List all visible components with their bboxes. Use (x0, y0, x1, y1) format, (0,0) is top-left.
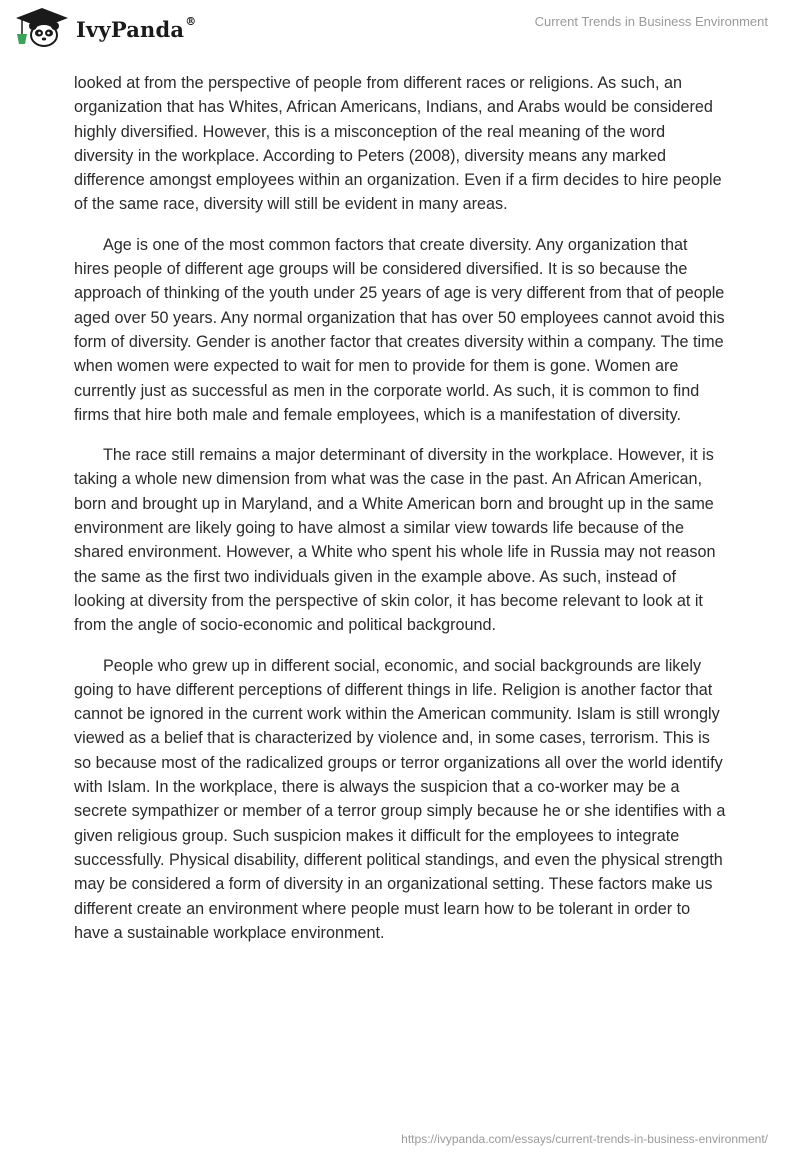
registered-mark: ® (185, 14, 197, 28)
source-url[interactable]: https://ivypanda.com/essays/current-trends-in-business-environment/ (401, 1132, 768, 1146)
paragraph: Age is one of the most common factors that create diversity. Any organization that hires people of different age groups will be considered diversified. It is so because the approach of thinking of the youth under 25 years of age is very different from that of people aged over 50 years. Any normal organization that has over 50 employees cannot avoid this form of diversity. Gender is another factor that creates diversity within a company. The time when women were expected to wait for men to provide for them is gone. Women are currently just as successful as men in the corporate world. As such, it is common to find firms that hire both male and female employees, which is a manifestation of diversity. (74, 235, 725, 424)
paragraph: People who grew up in different social, economic, and social backgrounds are likely going to have different perceptions of different things in life. Religion is another factor that cannot be ignored in the current work within the American community. Islam is still wrongly viewed as a belief that is characterized by violence and, in some cases, terrorism. This is so because most of the radicalized groups or terror organizations all over the world identify with Islam. In the workplace, there is always the suspicion that a co-worker may be a secrete sympathizer or member of a terror group simply because he or she identifies with a given religious group. Such suspicion makes it difficult for the employees to integrate successfully. Physical disability, different political standings, and even the physical strength may be considered a form of diversity in an organizational setting. These factors make us different create an environment where people must learn how to be tolerant in order to have a sustainable workplace environment. (74, 656, 726, 942)
brand-name: IvyPanda® (76, 14, 197, 42)
document-title: Current Trends in Business Environment (534, 14, 768, 29)
paragraph: looked at from the perspective of people from different races or religions. As such, an organization that has Whites, African Americans, Indians, and Arabs would be considered highly diversified. However, this is a misconception of the real meaning of the word diversity in the workplace. According to Peters (2008), diversity means any marked difference amongst employees within an organization. Even if a firm decides to hire people of the same race, diversity will still be evident in many areas. (74, 74, 722, 214)
page-header (0, 0, 800, 60)
essay-body (74, 71, 726, 961)
brand-logo[interactable] (14, 6, 196, 48)
panda-graduate-icon (14, 6, 70, 48)
paragraph: The race still remains a major determinant of diversity in the workplace. However, it is taking a whole new dimension from what was the case in the past. An African American, born and brought up in Maryland, and a White American born and brought up in the same environment are likely going to have almost a similar view towards life because of the shared environment. However, a White who spent his whole life in Russia may not reason the same as the first two individuals given in the example above. As such, instead of looking at diversity from the perspective of skin color, it has become relevant to look at it from the angle of socio-economic and political background. (74, 446, 716, 635)
